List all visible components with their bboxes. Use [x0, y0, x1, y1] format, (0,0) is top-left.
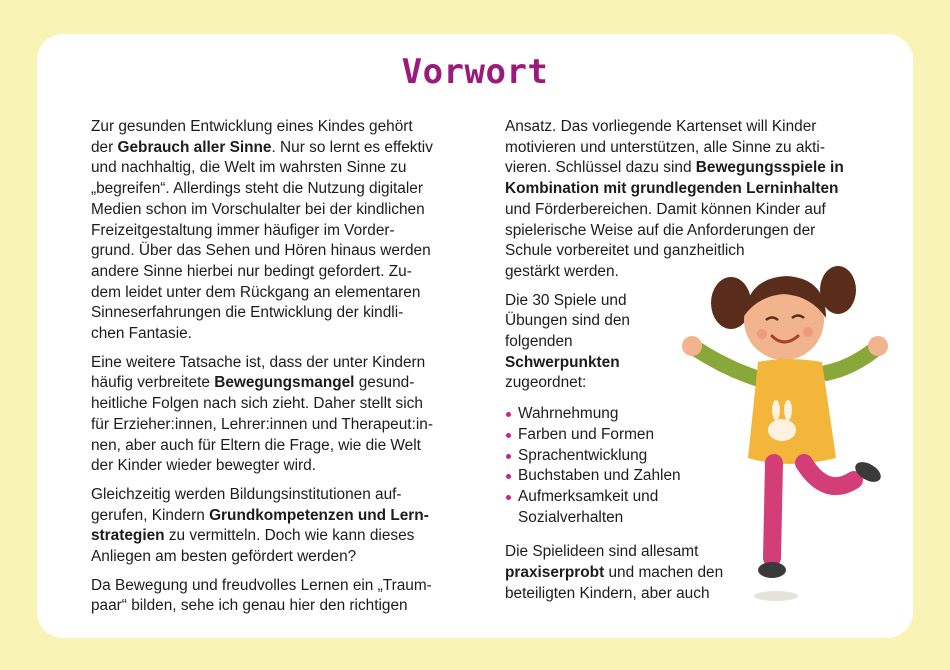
list-item: Buchstaben und Zahlen: [505, 466, 845, 487]
list-item: Aufmerksamkeit und Sozialverhalten: [505, 487, 845, 528]
list-item: Wahrnehmung: [505, 404, 845, 425]
paragraph-competences: Gleichzeitig werden Bildungsinstitutionen auf- gerufen, Kindern Grundkompetenzen und Lern- strategien zu vermitteln. Doch wie kann dieses Anliegen am besten gefördert werden?: [91, 485, 429, 566]
list-item: Sprachentwicklung: [505, 446, 845, 467]
paragraph-dream-team: Da Bewegung und freudvolles Lernen ein „Traum- paar“ bilden, sehe ich genau hier den richtigen: [91, 576, 432, 615]
page-title: Vorwort: [401, 52, 549, 92]
paragraph-practice: Die Spielideen sind allesamt praxiserprobt und machen den beteiligten Kindern, aber auch: [505, 543, 724, 602]
paragraph-focus: Die 30 Spiele und Übungen sind den folgenden Schwerpunkten zugeordnet:: [505, 291, 630, 392]
paragraph-movement: Eine weitere Tatsache ist, dass der unter Kindern häufig verbreitete Bewegungsmangel gesund- heitliche Folgen nach sich zieht. Daher stellt sich für Erzieher:innen, Lehrer:innen und Therapeut:in- nen, aber auch für Eltern die Frage, wie die Welt der Kinder wieder bewegter wird.: [91, 353, 433, 475]
paragraph-approach: Ansatz. Das vorliegende Kartenset will Kinder motivieren und unterstützen, alle Sinne zu akti- vieren. Schlüssel dazu sind Bewegungsspiele in Kombination mit grundlegenden Lerninhalten und Förderbereichen. Damit können Kinder auf spielerische Weise auf die Anforderungen der Schule vorbereitet und ganzheitlich gestärkt werden.: [505, 118, 844, 280]
paragraph-senses: Zur gesunden Entwicklung eines Kindes gehört der Gebrauch aller Sinne. Nur so lernt es effektiv und nachhaltig, die Welt im wahrsten Sinne zu „begreifen“. Allerdings steht die Nutzung digitaler Medien schon im Vorschulalter bei der kindlichen Freizeitgestaltung immer häufiger im Vorder- grund. Über das Sehen und Hören hinaus werden andere Sinne hierbei nur bedingt gefordert. Zu- dem leidet unter dem Rückgang an elementaren Sinneserfahrungen die Entwicklung der kindli- chen Fantasie.: [91, 118, 433, 343]
list-item: Farben und Formen: [505, 425, 845, 446]
left-column: [91, 117, 451, 625]
dancing-girl-illustration: [676, 258, 896, 608]
